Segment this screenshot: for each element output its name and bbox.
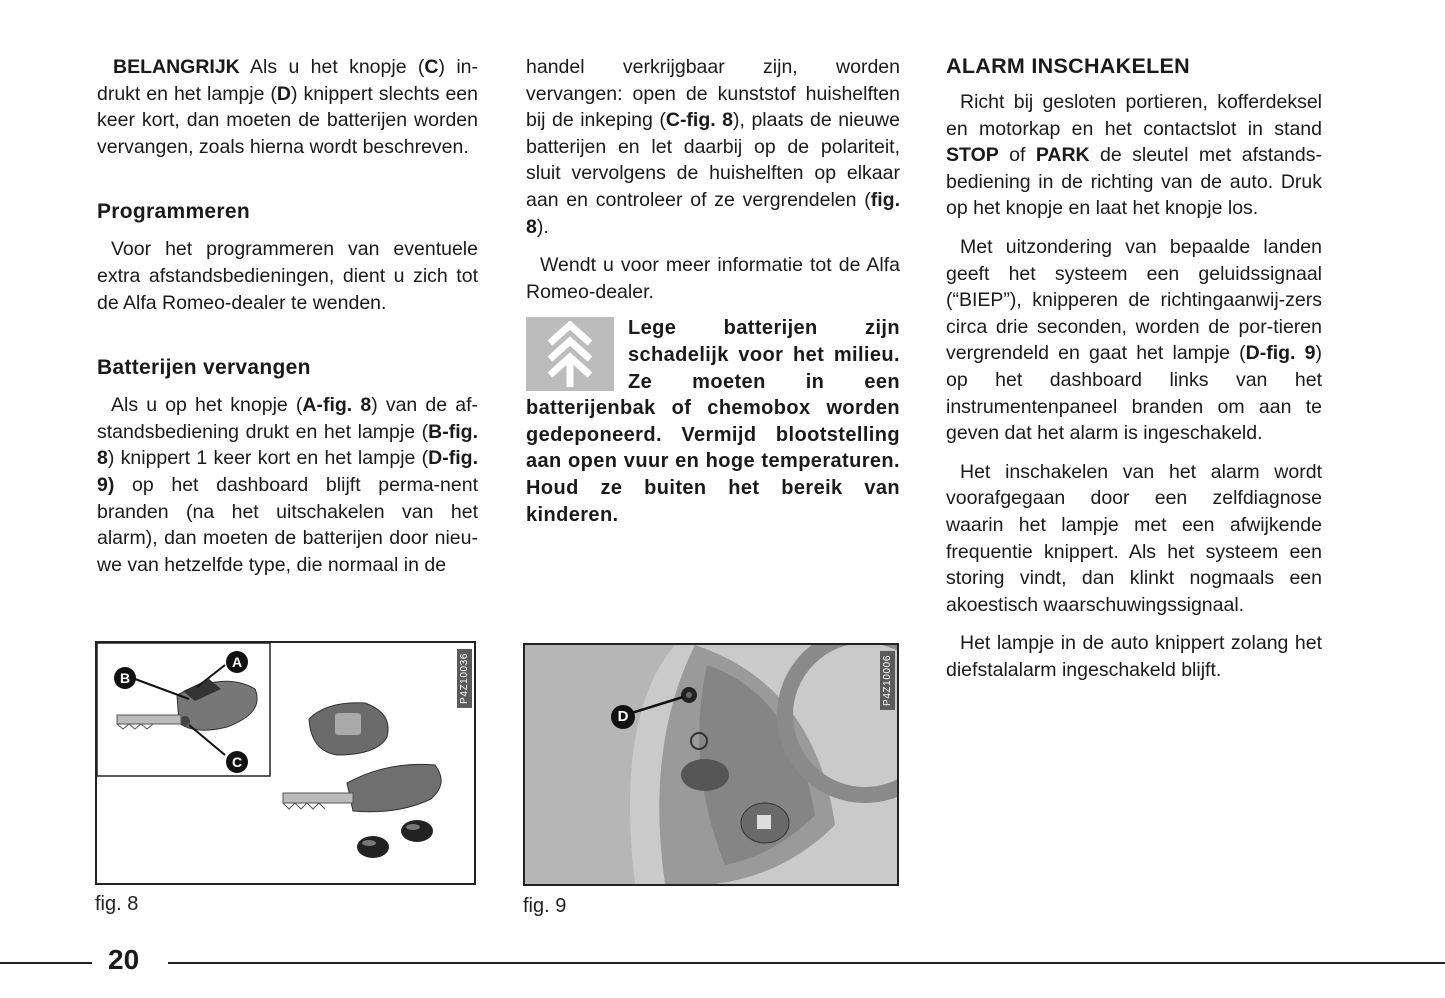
park-label: PARK — [1035, 144, 1090, 167]
footer-rule-left — [0, 962, 92, 964]
dashboard-illustration — [525, 645, 897, 884]
tree-recycle-icon — [526, 317, 614, 391]
important-label: BELANGRIJK — [113, 56, 240, 78]
text-run: ), plaats de nieuwe batterijen en let daarbij op de polariteit, sluit vervolgens de huishelften op elkaar aan en controleer of ze vergrendelen ( — [526, 109, 900, 211]
text-run: Als u op het knopje ( — [111, 394, 303, 417]
text-run: Als u het knopje ( — [239, 56, 425, 78]
text-run: ) van de af-standsbediening drukt en het lampje ( — [97, 394, 478, 443]
heading-programmeren: Programmeren — [97, 200, 250, 224]
alarm-paragraph-2 — [946, 234, 1322, 447]
figure-code: P4Z10006 — [880, 651, 895, 710]
heading-batterijen: Batterijen vervangen — [97, 356, 311, 380]
warning-text: Lege batterijen zijn schadelijk voor het milieu. Ze moeten in een batterijenbak of chemobox worden gedeponeerd. Vermijd blootstelling aan open vuur en hoge temperaturen. Houd ze buiten het bereik van kinderen. — [526, 317, 900, 526]
text-run: ) knippert slechts een keer kort, dan moeten de batterijen worden vervangen, zoals hierna wordt beschreven. — [97, 82, 478, 158]
environment-warning — [526, 315, 900, 528]
batterijen-paragraph — [97, 392, 478, 578]
text-run: de sleutel met afstands-bediening in de richting van de auto. Druk op het knopje en laat het knopje los. — [946, 144, 1322, 220]
column-1 — [97, 54, 478, 578]
text-run: ). — [536, 215, 549, 238]
alarm-paragraph-4: Het lampje in de auto knippert zolang het diefstalalarm ingeschakeld blijft. — [946, 632, 1322, 681]
column-3 — [946, 54, 1322, 683]
heading-alarm: ALARM INSCHAKELEN — [946, 54, 1190, 78]
label-d: D — [276, 82, 292, 105]
text-run: ) knippert 1 keer kort en het lampje ( — [107, 447, 429, 470]
ref-b: B-fig. 8 — [97, 420, 478, 470]
alarm-paragraph-1 — [946, 89, 1322, 222]
footer-rule-right — [168, 962, 1445, 964]
label-a-badge: A — [226, 651, 248, 673]
text-run: op het dashboard blijft perma-nent branden (na het uitschakelen van het alarm), dan moeten de batterijen door nieu-we van hetzelfde type, die normaal in de — [97, 473, 478, 576]
label-c: C — [424, 56, 439, 78]
figure-8 — [95, 641, 476, 885]
figure-code: P4Z10036 — [457, 649, 472, 708]
column-2 — [526, 54, 900, 528]
text-run: ) op het dashboard links van het instrumentenpaneel branden om aan te geven dat het alarm is ingeschakeld. — [946, 342, 1322, 445]
ref-fig8: fig. 8 — [526, 188, 900, 238]
text-run: handel verkrijgbaar zijn, worden vervangen: open de kunststof huishelften bij de inkeping ( — [526, 56, 900, 132]
dealer-info-paragraph: Wendt u voor meer informatie tot de Alfa Romeo-dealer. — [526, 254, 900, 303]
stop-label: STOP — [946, 144, 999, 167]
important-paragraph — [97, 54, 478, 160]
text-run: Richt bij gesloten portieren, kofferdeksel en motorkap en het contactslot in stand — [946, 91, 1322, 140]
ref-a: A-fig. 8 — [302, 394, 372, 417]
page-number: 20 — [108, 944, 140, 975]
alarm-paragraph-3: Het inschakelen van het alarm wordt voorafgegaan door een zelfdiagnose waarin het lampje met een afwijkende frequentie knippert. Als het systeem een storing vindt, dan klinkt nogmaals een akoestisch waarschuwingssignaal. — [946, 460, 1322, 616]
label-d-badge: D — [611, 705, 635, 729]
ref-d-fig9: D-fig. 9 — [1245, 342, 1316, 365]
label-b-badge: B — [114, 667, 136, 689]
figure-8-caption: fig. 8 — [95, 893, 139, 915]
ref-c: C-fig. 8 — [665, 109, 734, 132]
programmeren-paragraph: Voor het programmeren van eventuele extra afstandsbedieningen, dient u zich tot de Alfa Romeo-dealer te wenden. — [97, 238, 478, 314]
text-run: of — [998, 144, 1036, 167]
text-run: ) in-drukt en het lampje ( — [97, 56, 478, 105]
ref-d: D-fig. 9) — [97, 447, 478, 496]
label-c-badge: C — [226, 751, 248, 773]
figure-9 — [523, 643, 899, 886]
batterijen-continued-paragraph — [526, 54, 900, 240]
figure-9-caption: fig. 9 — [523, 895, 567, 917]
text-run: Met uitzondering van bepaalde landen geeft het systeem een geluidssignaal (“BIEP”), knipperen de richtingaanwij-zers circa drie seconden, worden de por-tieren vergrendeld en gaat het lampje ( — [946, 235, 1322, 365]
key-illustration — [97, 643, 474, 883]
